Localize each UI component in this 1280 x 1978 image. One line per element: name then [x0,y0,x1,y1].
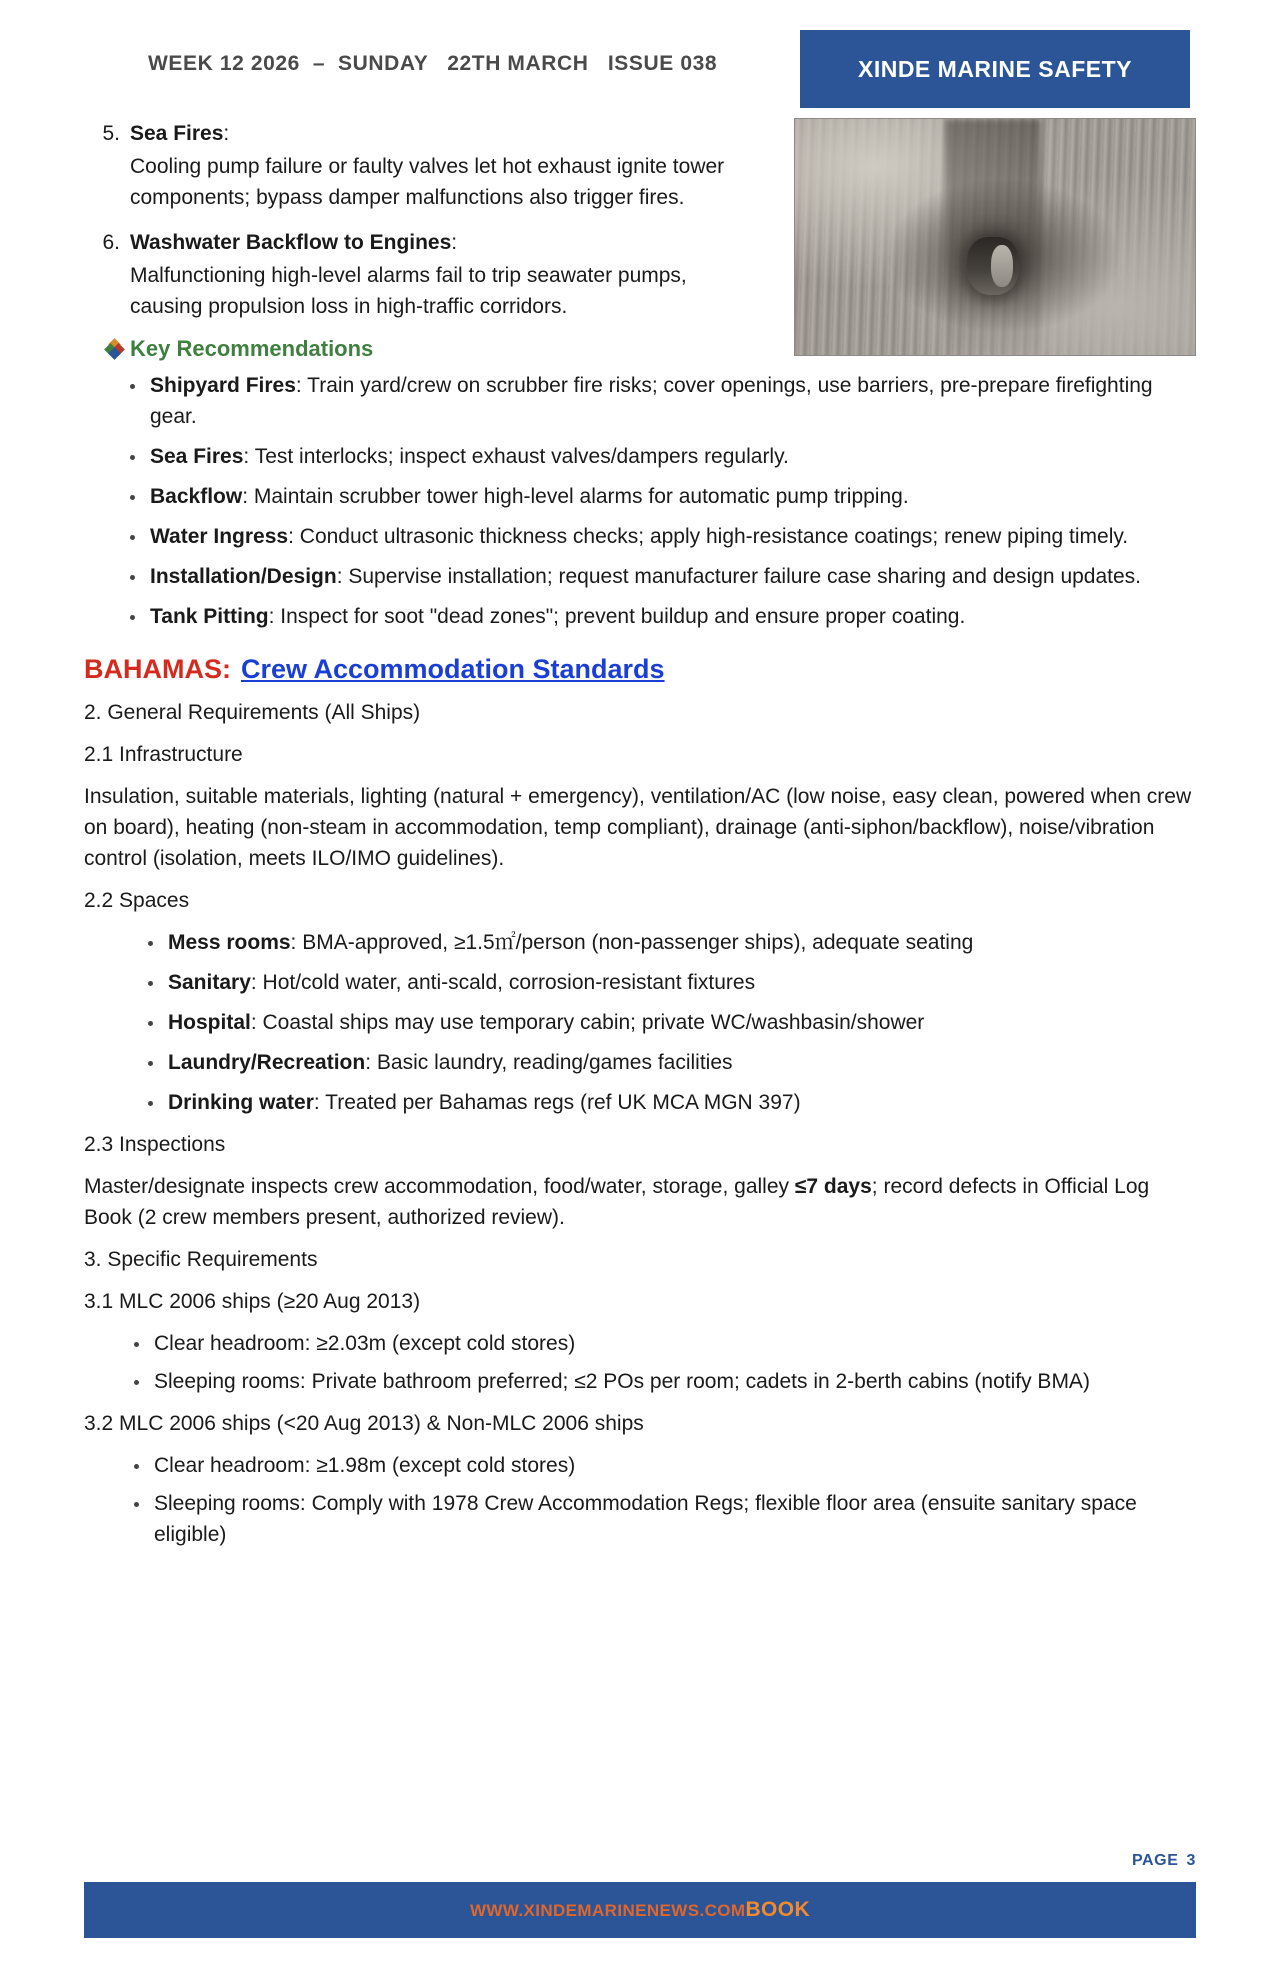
list-item [146,1007,1196,1038]
section-3-2-title: 3.2 MLC 2006 ships (<20 Aug 2013) & Non-MLC 2006 ships [84,1412,644,1435]
page-number [1132,1852,1196,1870]
section-2-title: 2. General Requirements (All Ships) [84,701,421,724]
recommendation-label: Shipyard Fires [150,374,296,397]
space-text: : Coastal ships may use temporary cabin; private WC/washbasin/shower [250,1011,925,1034]
list-item-text: Cooling pump failure or faulty valves let hot exhaust ignite tower components; bypass damper malfunctions also trigger fires. [130,155,725,209]
footer-bar [84,1882,1196,1938]
space-label: Drinking water [168,1091,314,1114]
country-label: BAHAMAS: [84,654,231,684]
recommendation-text: : Maintain scrubber tower high-level alarms for automatic pump tripping. [242,485,909,508]
list-item [146,1087,1196,1118]
section-2-3-title: 2.3 Inspections [84,1133,226,1156]
section-2-1-text: Insulation, suitable materials, lighting (natural + emergency), ventilation/AC (low noise, easy clean, powered when crew on board), heating (non-steam in accommodation, temp compliant), drainage (anti-siphon/backflow), noise/vibration control (isolation, meets ILO/IMO guidelines). [84,785,1192,870]
list-item-title: Washwater Backflow to Engines [130,231,452,254]
list-item [128,561,1196,592]
list-item: Sleeping rooms: Private bathroom preferred; ≤2 POs per room; cadets in 2-berth cabins (notify BMA) [132,1366,1196,1397]
list-item [128,441,1196,472]
footer-url-book: BOOK [745,1898,811,1921]
space-text: : BMA-approved, ≥1.5㎡/person (non-passenger ships), adequate seating [290,931,974,954]
section-3-title: 3. Specific Requirements [84,1248,318,1271]
space-label: Laundry/Recreation [168,1051,366,1074]
list-item [128,521,1196,552]
recommendation-label: Tank Pitting [150,605,269,628]
list-item [128,481,1196,512]
space-text: : Basic laundry, reading/games facilities [365,1051,733,1074]
inspection-text-b: ; record defects in Official Log Book (2 crew members present, authorized review). [84,1175,1150,1229]
list-item-text: Malfunctioning high-level alarms fail to trip seawater pumps, causing propulsion loss in high-traffic corridors. [130,264,687,318]
brand-title: XINDE MARINE SAFETY [857,56,1133,82]
key-recommendations-title: Key Recommendations [130,336,374,361]
recommendation-text: : Inspect for soot "dead zones"; prevent buildup and ensure proper coating. [268,605,966,628]
list-item-number: 6. [102,231,120,254]
space-label: Sanitary [168,971,251,994]
scrubber-corrosion-photo [794,118,1196,356]
inspection-interval: ≤7 days [794,1175,872,1198]
list-item-title-suffix: : [451,231,458,254]
section-3-1-title: 3.1 MLC 2006 ships (≥20 Aug 2013) [84,1290,421,1313]
recommendation-text: : Conduct ultrasonic thickness checks; apply high-resistance coatings; renew piping timely. [288,525,1129,548]
recommendation-text: : Train yard/crew on scrubber fire risks; cover openings, use barriers, pre-prepare firefighting gear. [150,374,1153,428]
list-item [128,370,1196,432]
recommendation-text: : Test interlocks; inspect exhaust valves/dampers regularly. [243,445,789,468]
footer-url [84,1882,1196,1938]
list-item: Clear headroom: ≥2.03m (except cold stores) [132,1328,1196,1359]
list-item [146,927,1196,958]
key-recommendations-heading [84,336,1196,362]
mlc-2013-list [84,1328,1196,1397]
crew-accommodation-standards-link[interactable]: Crew Accommodation Standards [240,654,665,684]
section-2-2-title: 2.2 Spaces [84,889,190,912]
recommendation-label: Backflow [150,485,243,508]
list-item-title: Sea Fires [130,122,224,145]
space-text: : Treated per Bahamas regs (ref UK MCA MGN 397) [313,1091,801,1114]
section-2-3-text [84,1171,1196,1233]
list-item: Sleeping rooms: Comply with 1978 Crew Accommodation Regs; flexible floor area (ensuite sanitary space eligible) [132,1488,1196,1550]
list-item [146,1047,1196,1078]
issue-line: WEEK 12 2026 – SUNDAY 22TH MARCH ISSUE 038 [148,52,718,75]
brand-band [800,30,1190,108]
non-mlc-list [84,1450,1196,1550]
page-label: PAGE [1131,1852,1179,1869]
space-text: : Hot/cold water, anti-scald, corrosion-resistant fixtures [250,971,756,994]
four-diamonds-icon [106,340,124,358]
space-label: Mess rooms [168,931,291,954]
footer-url-www: WWW.XINDEMARINENEWS.COM [469,1901,746,1920]
section-2-1-title: 2.1 Infrastructure [84,743,243,766]
list-item [128,601,1196,632]
page-header [0,30,1280,110]
recommendation-label: Installation/Design [150,565,337,588]
list-item [146,967,1196,998]
list-item-title-suffix: : [223,122,230,145]
page-number-value: 3 [1186,1852,1196,1869]
section-title-bahamas [84,654,1196,685]
list-item: Clear headroom: ≥1.98m (except cold stores) [132,1450,1196,1481]
recommendation-text: : Supervise installation; request manufacturer failure case sharing and design updates. [336,565,1142,588]
key-recommendations-list [84,370,1196,632]
page-content [0,118,1280,1561]
spaces-list [84,927,1196,1118]
space-label: Hospital [168,1011,251,1034]
recommendation-label: Water Ingress [150,525,289,548]
list-item-number: 5. [102,122,120,145]
inspection-text-a: Master/designate inspects crew accommodation, food/water, storage, galley [84,1175,795,1198]
recommendation-label: Sea Fires [150,445,244,468]
